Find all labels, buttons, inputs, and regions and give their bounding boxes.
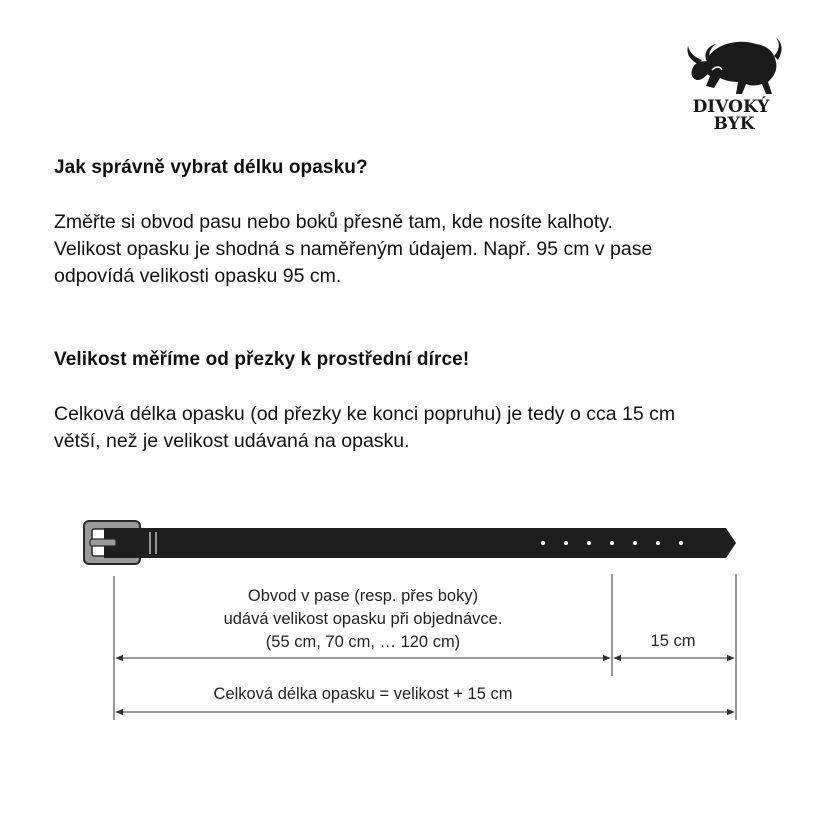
section1-line-1: Změřte si obvod pasu nebo boků přesně tam, kde nosíte kalhoty. bbox=[54, 211, 613, 233]
belt-buckle bbox=[84, 521, 144, 564]
total-label: Celková délka opasku = velikost + 15 cm bbox=[213, 685, 513, 703]
logo-line2: BYK bbox=[713, 114, 755, 132]
belt-diagram bbox=[0, 500, 820, 740]
section2-paragraph bbox=[54, 401, 675, 455]
size-label-line-3: (55 cm, 70 cm, … 120 cm) bbox=[265, 633, 461, 651]
section1-line-3: odpovídá velikosti opasku 95 cm. bbox=[54, 265, 342, 287]
divoky-byk-logo bbox=[676, 32, 786, 132]
section2-heading: Velikost měříme od přezky k prostřední dírce! bbox=[54, 349, 470, 370]
section2-line-1: Celková délka opasku (od přezky ke konci popruhu) je tedy o cca 15 cm bbox=[54, 403, 676, 425]
section2-line-2: větší, než je velikost udávaná na opasku. bbox=[54, 430, 410, 452]
extra-label: 15 cm bbox=[650, 632, 696, 650]
belt-strap bbox=[118, 528, 736, 558]
section1-paragraph bbox=[54, 209, 652, 290]
size-label-line-2: udává velikost opasku při objednávce. bbox=[223, 610, 503, 628]
logo-line1: DIVOKÝ bbox=[692, 97, 770, 117]
section1-line-2: Velikost opasku je shodná s naměřeným údajem. Např. 95 cm v pase bbox=[54, 238, 653, 260]
section1-heading: Jak správně vybrat délku opasku? bbox=[54, 157, 368, 178]
bull-icon bbox=[687, 38, 781, 94]
size-label-line-1: Obvod v pase (resp. přes boky) bbox=[247, 587, 479, 605]
